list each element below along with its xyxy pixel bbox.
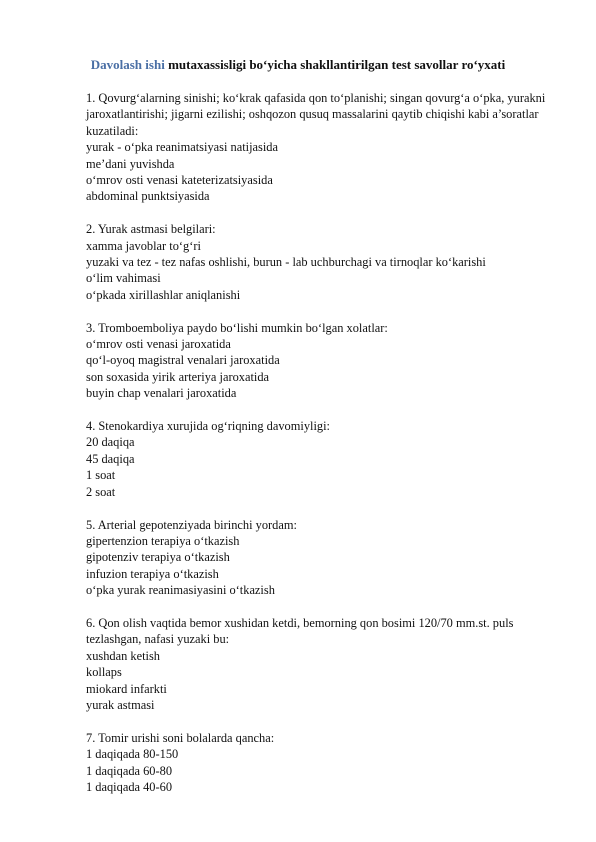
question-text: 6. Qon olish vaqtida bemor xushidan ketdi, bemorning qon bosimi 120/70 mm.st. puls tezlashgan, nafasi yuzaki bu: [86, 615, 514, 647]
answer-option: son soxasida yirik arteriya jaroxatida [86, 369, 270, 384]
answer-option: yurak astmasi [86, 697, 155, 712]
question-3 [86, 320, 556, 402]
answer-option: kollaps [86, 665, 122, 680]
answer-option: buyin chap venalari jaroxatida [86, 386, 237, 401]
title-highlight: Davolash ishi [90, 57, 165, 72]
answer-option: 45 daqiqa [86, 451, 135, 466]
answer-option: yuzaki va tez - tez nafas oshlishi, burun - lab uchburchagi va tirnoqlar ko‘karishi [86, 255, 486, 270]
answer-option: 1 daqiqada 60-80 [86, 763, 173, 778]
question-7 [86, 730, 556, 796]
answer-option: 2 soat [86, 484, 116, 499]
question-5 [86, 517, 556, 599]
answer-option: 20 daqiqa [86, 435, 135, 450]
answer-option: miokard infarkti [86, 681, 167, 696]
question-6 [86, 615, 556, 713]
answer-option: yurak - o‘pka reanimatsiyasi natijasida [86, 140, 278, 155]
question-2 [86, 221, 556, 303]
title-rest: mutaxassisligi bo‘yicha shakllantirilgan test savollar ro‘yxati [164, 57, 506, 72]
answer-option: gipotenziv terapiya o‘tkazish [86, 550, 230, 565]
document-title [0, 57, 596, 73]
question-text: 4. Stenokardiya xurujida og‘riqning davomiyligi: [86, 419, 330, 434]
answer-option: xushdan ketish [86, 648, 160, 663]
answer-option: qo‘l-oyoq magistral venalari jaroxatida [86, 353, 280, 368]
answer-option: o‘mrov osti venasi kateterizatsiyasida [86, 173, 273, 188]
question-text: 5. Arterial gepotenziyada birinchi yordam: [86, 517, 297, 532]
question-text: 1. Qovurg‘alarning sinishi; ko‘krak qafasida qon to‘planishi; singan qovurg‘a o‘pka, yurakni jaroxatlantirishi; jigarni ezilishi; oshqozon qusuq massalarini qaytib chiqishi kabi a’soratlar kuzatiladi: [86, 91, 546, 138]
answer-option: o‘pka yurak reanimasiyasini o‘tkazish [86, 583, 275, 598]
answer-option: 1 soat [86, 468, 116, 483]
answer-option: gipertenzion terapiya o‘tkazish [86, 533, 240, 548]
answer-option: 1 daqiqada 40-60 [86, 779, 173, 794]
answer-option: me’dani yuvishda [86, 156, 175, 171]
answer-option: xamma javoblar to‘g‘ri [86, 238, 201, 253]
question-text: 2. Yurak astmasi belgilari: [86, 222, 216, 237]
answer-option: o‘mrov osti venasi jaroxatida [86, 337, 231, 352]
question-text: 7. Tomir urishi soni bolalarda qancha: [86, 730, 275, 745]
answer-option: 1 daqiqada 80-150 [86, 747, 179, 762]
answer-option: o‘pkada xirillashlar aniqlanishi [86, 287, 241, 302]
answer-option: abdominal punktsiyasida [86, 189, 210, 204]
answer-option: infuzion terapiya o‘tkazish [86, 566, 219, 581]
question-text: 3. Tromboemboliya paydo bo‘lishi mumkin bo‘lgan xolatlar: [86, 320, 388, 335]
question-1 [86, 90, 556, 205]
question-4 [86, 418, 556, 500]
question-list [86, 90, 556, 812]
answer-option: o‘lim vahimasi [86, 271, 161, 286]
